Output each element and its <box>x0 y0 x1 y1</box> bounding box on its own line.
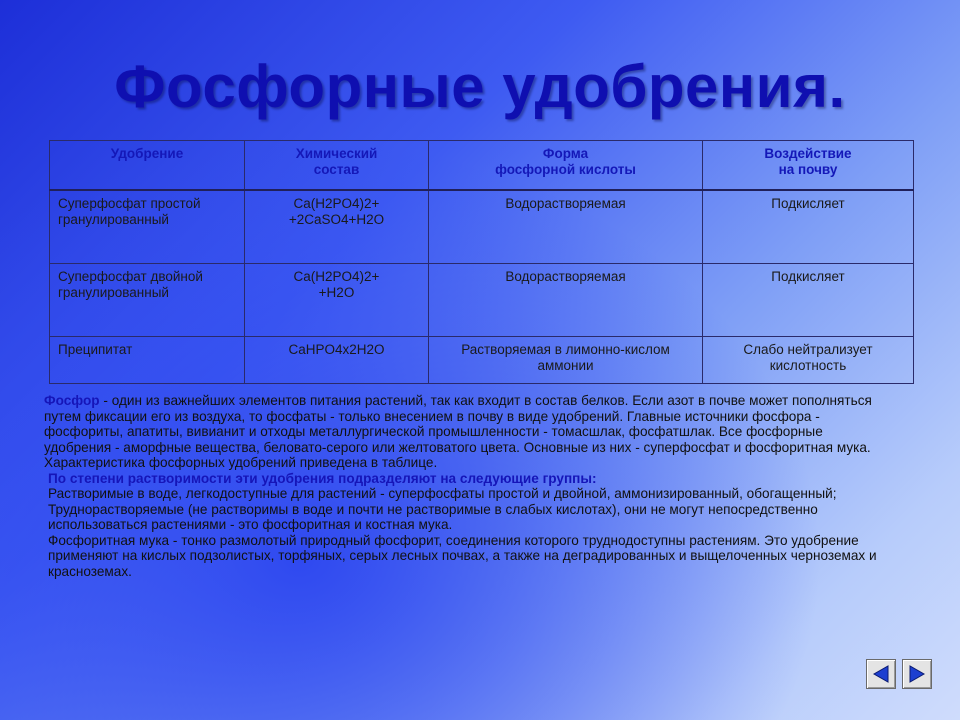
cell-fertilizer: Преципитат <box>50 336 245 384</box>
page-title: Фосфорные удобрения. <box>114 53 846 120</box>
paragraph-hard-soluble: Труднорастворяемые (не растворимы в воде и почти не растворимые в слабых кислотах), они не могут непосредственно использоваться растениями - это фосфоритная и костная мука. <box>48 501 818 532</box>
header-fertilizer: Удобрение <box>50 141 245 191</box>
cell-fertilizer: Суперфосфат простой гранулированный <box>50 190 245 263</box>
cell-effect: Подкисляет <box>703 190 914 263</box>
body-text <box>44 393 884 579</box>
phosphorus-term: Фосфор <box>44 393 100 408</box>
triangle-left-icon <box>871 664 891 684</box>
paragraph-intro: Фосфор - один из важнейших элементов питания растений, так как входит в состав белков. Если азот в почве может пополняться путем фиксации его из воздуха, то фосфаты - только внесением в почву в виде удобрений. Главные источники фосфора - фосфориты, апатиты, вивианит и отходы металлургической промышленности - томасшлак, фосфатшлак. Все фосфорные удобрения - аморфные вещества, беловато-серого или желтоватого цвета. Основные из них - суперфосфат и фосфоритная мука. Характеристика фосфорных удобрений приведена в таблице. <box>44 393 872 470</box>
cell-form: Водорастворяемая <box>429 263 703 336</box>
cell-formula: Ca(H2PO4)2+ +2CaSO4+H2O <box>245 190 429 263</box>
triangle-right-icon <box>907 664 927 684</box>
next-slide-button[interactable] <box>902 659 932 689</box>
cell-fertilizer: Суперфосфат двойной гранулированный <box>50 263 245 336</box>
table-row <box>50 190 914 263</box>
cell-effect: Слабо нейтрализует кислотность <box>703 336 914 384</box>
table-row <box>50 263 914 336</box>
cell-formula: CaHPO4x2H2O <box>245 336 429 384</box>
header-acid-form: Форма фосфорной кислоты <box>429 141 703 191</box>
cell-formula: Ca(H2PO4)2+ +H2O <box>245 263 429 336</box>
previous-slide-button[interactable] <box>866 659 896 689</box>
paragraph-soluble: Растворимые в воде, легкодоступные для растений - суперфосфаты простой и двойной, аммонизированный, обогащенный; <box>48 486 837 501</box>
fertilizer-table <box>49 140 914 384</box>
header-soil-effect: Воздействие на почву <box>703 141 914 191</box>
cell-form: Растворяемая в лимонно-кислом аммонии <box>429 336 703 384</box>
paragraph-groups-heading: По степени растворимости эти удобрения подразделяют на следующие группы: <box>48 470 597 486</box>
cell-effect: Подкисляет <box>703 263 914 336</box>
cell-form: Водорастворяемая <box>429 190 703 263</box>
table-header-row <box>50 141 914 191</box>
paragraph-phosphorite-flour: Фосфоритная мука - тонко размолотый природный фосфорит, соединения которого труднодоступны растениям. Это удобрение применяют на кислых подзолистых, торфяных, серых лесных почвах, а также на деградированных и выщелоченных черноземах и красноземах. <box>48 532 877 579</box>
header-chemical-composition: Химический состав <box>245 141 429 191</box>
table-row <box>50 336 914 384</box>
